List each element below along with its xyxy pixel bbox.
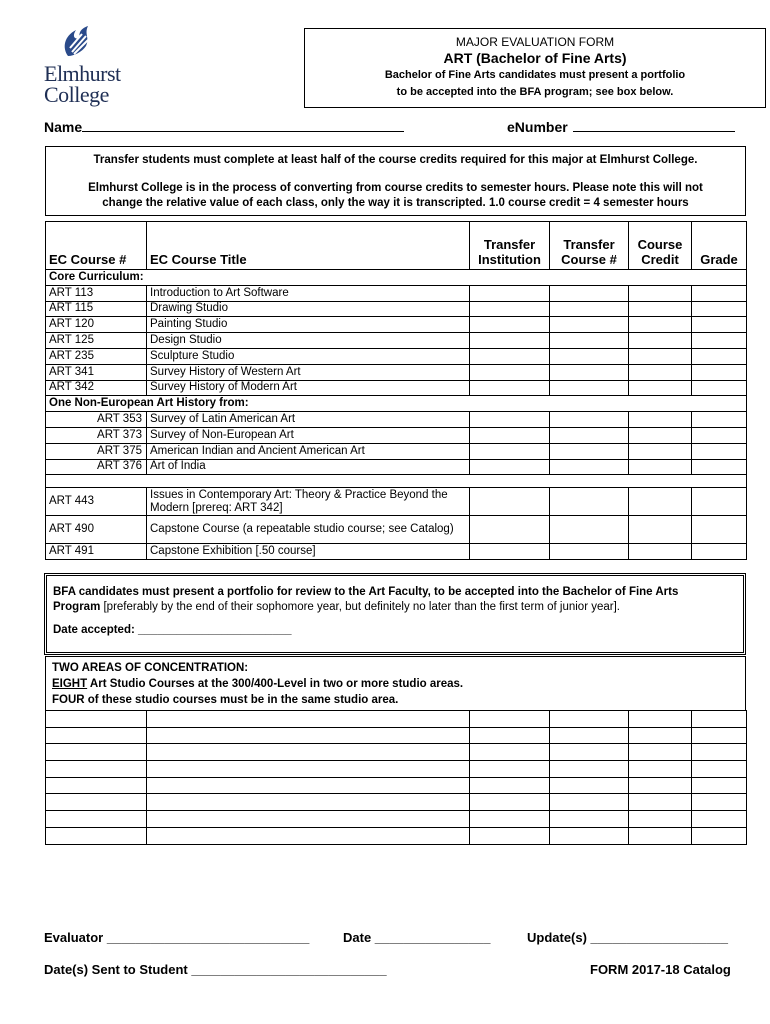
grade-cell[interactable] <box>692 488 747 516</box>
course-number: ART 353 <box>46 412 147 428</box>
credit-cell[interactable] <box>629 412 692 428</box>
col-course-credit: Course Credit <box>629 222 692 270</box>
credit-cell[interactable] <box>629 333 692 349</box>
transfer-institution-cell[interactable] <box>470 348 550 364</box>
course-title-cell[interactable] <box>147 827 470 844</box>
logo-line-2: College <box>44 82 109 107</box>
transfer-institution-cell[interactable] <box>470 827 550 844</box>
course-row <box>46 380 747 396</box>
transfer-institution-cell[interactable] <box>470 544 550 560</box>
course-row <box>46 412 747 428</box>
transfer-course-cell[interactable] <box>550 488 629 516</box>
concentration-line-2: Art Studio Courses at the 300/400-Level in two or more studio areas. <box>87 678 464 690</box>
course-row <box>46 285 747 301</box>
course-row <box>46 488 747 516</box>
transfer-institution-cell[interactable] <box>470 301 550 317</box>
concentration-row <box>46 761 747 778</box>
transfer-course-cell[interactable] <box>550 711 629 728</box>
credit-cell[interactable] <box>629 761 692 778</box>
credit-cell[interactable] <box>629 285 692 301</box>
col-transfer-institution: Transfer Institution <box>470 222 550 270</box>
transfer-institution-cell[interactable] <box>470 488 550 516</box>
course-row <box>46 317 747 333</box>
form-header <box>304 28 766 108</box>
grade-cell[interactable] <box>692 333 747 349</box>
table-header <box>46 222 747 270</box>
course-title: Painting Studio <box>147 317 470 333</box>
transfer-course-cell[interactable] <box>550 811 629 828</box>
transfer-institution-cell[interactable] <box>470 285 550 301</box>
course-row <box>46 301 747 317</box>
notice-line-2: Elmhurst College is in the process of converting from course credits to semester hours. Please note this will not <box>88 182 703 194</box>
col-course-num: EC Course # <box>46 222 147 270</box>
eight-label: EIGHT <box>52 678 88 690</box>
date-sent-field[interactable]: Date(s) Sent to Student ___________________________ <box>44 962 387 977</box>
grade-cell[interactable] <box>692 744 747 761</box>
notice-line-3: change the relative value of each class, only the way it is transcripted. 1.0 course credit = 4 semester hours <box>102 197 689 209</box>
course-row <box>46 364 747 380</box>
course-number: ART 491 <box>46 544 147 560</box>
course-number: ART 115 <box>46 301 147 317</box>
grade-cell[interactable] <box>692 777 747 794</box>
grade-cell[interactable] <box>692 727 747 744</box>
bfa-program: Program <box>53 601 101 613</box>
course-number: ART 341 <box>46 364 147 380</box>
course-row <box>46 516 747 544</box>
credit-cell[interactable] <box>629 443 692 459</box>
transfer-course-cell[interactable] <box>550 761 629 778</box>
enumber-label: eNumber <box>507 119 568 135</box>
grade-cell[interactable] <box>692 412 747 428</box>
credit-cell[interactable] <box>629 794 692 811</box>
concentration-row <box>46 794 747 811</box>
portfolio-note-1: Bachelor of Fine Arts candidates must present a portfolio <box>384 69 686 81</box>
course-number-cell[interactable] <box>46 727 147 744</box>
col-transfer-course: Transfer Course # <box>550 222 629 270</box>
transfer-course-cell[interactable] <box>550 443 629 459</box>
course-title: Capstone Exhibition [.50 course] <box>147 544 470 560</box>
transfer-institution-cell[interactable] <box>470 380 550 396</box>
course-row <box>46 427 747 443</box>
bfa-requirement: BFA candidates must present a portfolio for review to the Art Faculty, to be accepted into the Bachelor of Fine Arts <box>53 586 679 598</box>
course-number: ART 375 <box>46 443 147 459</box>
grade-cell[interactable] <box>692 711 747 728</box>
course-row <box>46 443 747 459</box>
course-number-cell[interactable] <box>46 777 147 794</box>
credit-cell[interactable] <box>629 827 692 844</box>
transfer-course-cell[interactable] <box>550 544 629 560</box>
transfer-course-cell[interactable] <box>550 380 629 396</box>
core-label: Core Curriculum: <box>46 270 747 286</box>
transfer-course-cell[interactable] <box>550 348 629 364</box>
course-row <box>46 544 747 560</box>
grade-cell[interactable] <box>692 348 747 364</box>
transfer-course-cell[interactable] <box>550 459 629 475</box>
course-table <box>45 221 747 560</box>
credit-cell[interactable] <box>629 744 692 761</box>
evaluator-field[interactable]: Evaluator ____________________________ <box>44 930 310 945</box>
transfer-course-cell[interactable] <box>550 516 629 544</box>
transfer-institution-cell[interactable] <box>470 744 550 761</box>
course-title: American Indian and Ancient American Art <box>147 443 470 459</box>
course-title: Survey of Latin American Art <box>147 412 470 428</box>
transfer-course-cell[interactable] <box>550 301 629 317</box>
transfer-institution-cell[interactable] <box>470 333 550 349</box>
course-title: Drawing Studio <box>147 301 470 317</box>
credit-cell[interactable] <box>629 364 692 380</box>
transfer-course-cell[interactable] <box>550 427 629 443</box>
transfer-course-cell[interactable] <box>550 727 629 744</box>
transfer-institution-cell[interactable] <box>470 711 550 728</box>
grade-cell[interactable] <box>692 380 747 396</box>
course-number: ART 376 <box>46 459 147 475</box>
grade-cell[interactable] <box>692 443 747 459</box>
section-core <box>46 270 747 286</box>
concentration-row <box>46 727 747 744</box>
enumber-field[interactable] <box>507 119 735 135</box>
course-title: Sculpture Studio <box>147 348 470 364</box>
concentration-title: TWO AREAS OF CONCENTRATION: <box>52 662 249 674</box>
grade-cell[interactable] <box>692 761 747 778</box>
credit-cell[interactable] <box>629 348 692 364</box>
transfer-course-cell[interactable] <box>550 744 629 761</box>
transfer-course-cell[interactable] <box>550 285 629 301</box>
course-number-cell[interactable] <box>46 811 147 828</box>
credit-cell[interactable] <box>629 459 692 475</box>
grade-cell[interactable] <box>692 811 747 828</box>
course-title-cell[interactable] <box>147 811 470 828</box>
course-title: Capstone Course (a repeatable studio course; see Catalog) <box>147 516 470 544</box>
course-number: ART 342 <box>46 380 147 396</box>
course-title-cell[interactable] <box>147 794 470 811</box>
course-number-cell[interactable] <box>46 711 147 728</box>
transfer-institution-cell[interactable] <box>470 412 550 428</box>
credit-cell[interactable] <box>629 811 692 828</box>
credit-cell[interactable] <box>629 427 692 443</box>
course-number-cell[interactable] <box>46 761 147 778</box>
logo-line-1: Elmhurst <box>44 61 121 86</box>
grade-cell[interactable] <box>692 459 747 475</box>
grade-cell[interactable] <box>692 317 747 333</box>
concentration-box <box>45 656 746 711</box>
non-european-label: One Non-European Art History from: <box>46 396 747 412</box>
transfer-institution-cell[interactable] <box>470 317 550 333</box>
transfer-institution-cell[interactable] <box>470 794 550 811</box>
college-logo <box>44 26 121 105</box>
transfer-course-cell[interactable] <box>550 794 629 811</box>
transfer-institution-cell[interactable] <box>470 459 550 475</box>
form-type: MAJOR EVALUATION FORM <box>455 35 615 49</box>
grade-cell[interactable] <box>692 427 747 443</box>
transfer-course-cell[interactable] <box>550 317 629 333</box>
concentration-table <box>45 710 747 845</box>
course-number-cell[interactable] <box>46 794 147 811</box>
course-number-cell[interactable] <box>46 744 147 761</box>
course-number: ART 443 <box>46 488 147 516</box>
course-number: ART 113 <box>46 285 147 301</box>
credit-cell[interactable] <box>629 777 692 794</box>
transfer-course-cell[interactable] <box>550 827 629 844</box>
concentration-row <box>46 744 747 761</box>
portfolio-note-2: to be accepted into the BFA program; see box below. <box>396 86 674 98</box>
name-line[interactable] <box>82 131 404 132</box>
concentration-row <box>46 777 747 794</box>
course-title-cell[interactable] <box>147 727 470 744</box>
transfer-institution-cell[interactable] <box>470 777 550 794</box>
grade-cell[interactable] <box>692 516 747 544</box>
transfer-institution-cell[interactable] <box>470 761 550 778</box>
course-title-cell[interactable] <box>147 744 470 761</box>
transfer-institution-cell[interactable] <box>470 443 550 459</box>
transfer-institution-cell[interactable] <box>470 811 550 828</box>
transfer-institution-cell[interactable] <box>470 516 550 544</box>
transfer-institution-cell[interactable] <box>470 727 550 744</box>
credit-cell[interactable] <box>629 317 692 333</box>
credit-cell[interactable] <box>629 516 692 544</box>
course-number: ART 235 <box>46 348 147 364</box>
course-number: ART 120 <box>46 317 147 333</box>
grade-cell[interactable] <box>692 827 747 844</box>
course-row <box>46 348 747 364</box>
transfer-notice <box>45 146 746 216</box>
course-number: ART 373 <box>46 427 147 443</box>
name-field[interactable] <box>44 119 404 135</box>
credit-cell[interactable] <box>629 301 692 317</box>
credit-cell[interactable] <box>629 711 692 728</box>
transfer-course-cell[interactable] <box>550 333 629 349</box>
course-title: Design Studio <box>147 333 470 349</box>
course-row <box>46 333 747 349</box>
course-row <box>46 459 747 475</box>
spacer-row <box>46 475 747 488</box>
col-grade: Grade <box>692 222 747 270</box>
updates-field[interactable]: Update(s) ___________________ <box>527 930 728 945</box>
course-title: Survey History of Western Art <box>147 364 470 380</box>
course-title-cell[interactable] <box>147 777 470 794</box>
transfer-course-cell[interactable] <box>550 777 629 794</box>
credit-cell[interactable] <box>629 488 692 516</box>
enumber-line[interactable] <box>573 131 735 132</box>
credit-cell[interactable] <box>629 380 692 396</box>
bfa-timing: [preferably by the end of their sophomore year, but definitely no later than the first term of junior year]. <box>100 601 620 613</box>
bfa-portfolio-box <box>44 573 746 655</box>
course-title: Art of India <box>147 459 470 475</box>
notice-line-1: Transfer students must complete at least half of the course credits required for this major at Elmhurst College. <box>93 154 698 166</box>
concentration-row <box>46 827 747 844</box>
course-title-cell[interactable] <box>147 711 470 728</box>
date-field[interactable]: Date ________________ <box>343 930 491 945</box>
course-title: Introduction to Art Software <box>147 285 470 301</box>
program-title: ART (Bachelor of Fine Arts) <box>443 50 627 66</box>
grade-cell[interactable] <box>692 285 747 301</box>
course-title: Issues in Contemporary Art: Theory & Practice Beyond the Modern [prereq: ART 342] <box>147 488 470 516</box>
transfer-course-cell[interactable] <box>550 412 629 428</box>
concentration-row <box>46 811 747 828</box>
form-version: FORM 2017-18 Catalog <box>590 962 731 977</box>
name-label: Name <box>44 119 83 135</box>
course-number: ART 125 <box>46 333 147 349</box>
credit-cell[interactable] <box>629 727 692 744</box>
transfer-institution-cell[interactable] <box>470 427 550 443</box>
concentration-line-3: FOUR of these studio courses must be in the same studio area. <box>52 694 399 706</box>
grade-cell[interactable] <box>692 794 747 811</box>
transfer-course-cell[interactable] <box>550 364 629 380</box>
course-number-cell[interactable] <box>46 827 147 844</box>
grade-cell[interactable] <box>692 364 747 380</box>
grade-cell[interactable] <box>692 301 747 317</box>
transfer-institution-cell[interactable] <box>470 364 550 380</box>
course-title: Survey of Non-European Art <box>147 427 470 443</box>
grade-cell[interactable] <box>692 544 747 560</box>
credit-cell[interactable] <box>629 544 692 560</box>
section-non-european <box>46 396 747 412</box>
course-number: ART 490 <box>46 516 147 544</box>
flame-shield-icon <box>60 26 100 58</box>
col-course-title: EC Course Title <box>147 222 470 270</box>
course-title-cell[interactable] <box>147 761 470 778</box>
concentration-row <box>46 711 747 728</box>
course-title: Survey History of Modern Art <box>147 380 470 396</box>
date-accepted-field[interactable]: Date accepted: ________________________ <box>53 624 292 636</box>
